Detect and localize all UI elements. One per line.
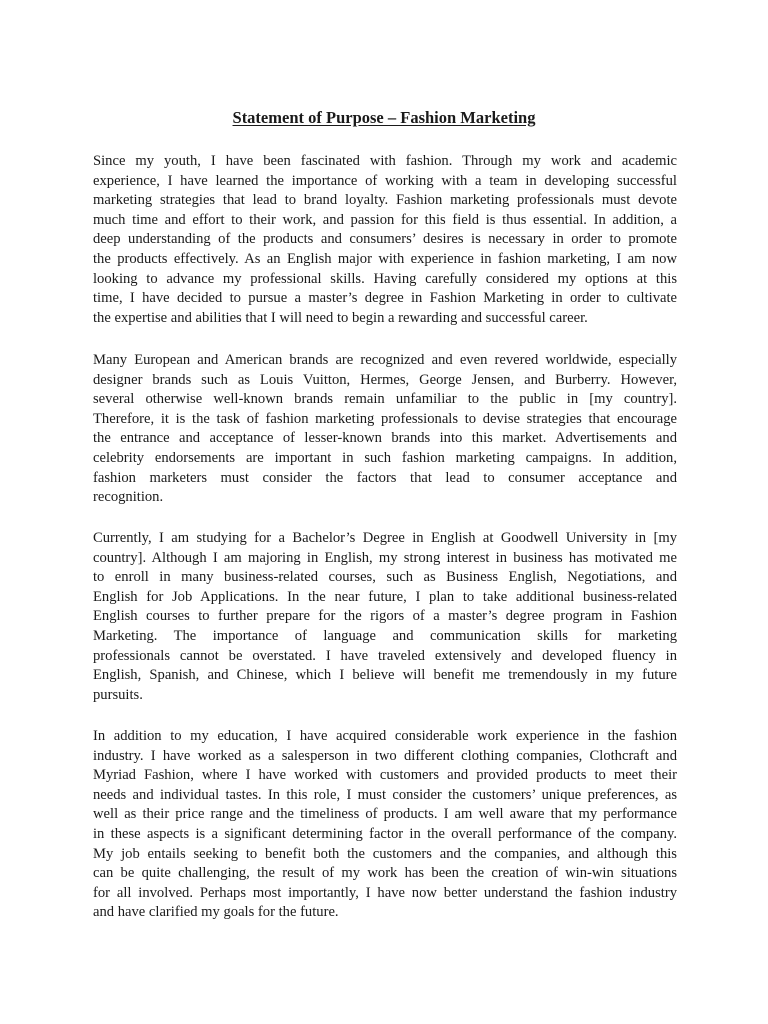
paragraph-line: needs and individual tastes. In this role, I must consider the customers’ unique preferences, as xyxy=(93,786,677,803)
paragraph-line: English courses to further prepare for the rigors of a master’s degree program in Fashion xyxy=(93,608,677,625)
paragraph-line: the expertise and abilities that I will need to begin a rewarding and successful career. xyxy=(93,309,588,326)
paragraph-line: recognition. xyxy=(93,489,164,506)
paragraph-line: looking to advance my professional skills. Having carefully considered my options at this xyxy=(93,270,677,287)
paragraph-line: and have clarified my goals for the future. xyxy=(93,904,339,921)
paragraph-line: to enroll in many business-related courses, such as Business English, Negotiations, and xyxy=(93,569,677,586)
paragraph-line: well as their price range and the timeliness of products. I am well aware that my performance xyxy=(93,806,677,823)
paragraph-line: country]. Although I am majoring in English, my strong interest in business has motivated me xyxy=(93,549,677,566)
paragraph-line: industry. I have worked as a salesperson in two different clothing companies, Clothcraft and xyxy=(93,747,677,764)
paragraph-line: time, I have decided to pursue a master’s degree in Fashion Marketing in order to cultivate xyxy=(93,290,677,307)
paragraph-line: professionals cannot be overstated. I have traveled extensively and developed fluency in xyxy=(93,647,677,664)
paragraph-line: for all involved. Perhaps most importantly, I have now better understand the fashion industry xyxy=(93,884,677,901)
paragraph-line: designer brands such as Louis Vuitton, Hermes, George Jensen, and Burberry. However, xyxy=(93,371,677,388)
paragraph-line: Marketing. The importance of language and communication skills for marketing xyxy=(93,627,677,644)
paragraph-line: My job entails seeking to benefit both the customers and the companies, and although this xyxy=(93,845,677,862)
paragraph-line: Therefore, it is the task of fashion marketing professionals to devise strategies that encourage xyxy=(93,410,677,427)
paragraph-line: Many European and American brands are recognized and even revered worldwide, especially xyxy=(93,352,677,368)
paragraph-line: English, Spanish, and Chinese, which I believe will benefit me tremendously in my future xyxy=(93,667,677,684)
paragraph-line: In addition to my education, I have acquired considerable work experience in the fashion xyxy=(93,728,677,744)
paragraph-2 xyxy=(93,351,677,508)
paragraph-line: can be quite challenging, the result of my work has been the creation of win-win situations xyxy=(93,865,677,882)
paragraph-4 xyxy=(93,727,677,923)
paragraph-line: much time and effort to their work, and passion for this field is thus essential. In addition, a xyxy=(93,211,677,228)
paragraph-line: in these aspects is a significant determining factor in the overall performance of the company. xyxy=(93,825,677,842)
document-title: Statement of Purpose – Fashion Marketing xyxy=(232,108,536,127)
paragraph-line: several otherwise well-known brands remain unfamiliar to the public in [my country]. xyxy=(93,391,677,408)
paragraph-line: pursuits. xyxy=(93,686,143,703)
paragraph-line: marketing strategies that lead to brand loyalty. Fashion marketing professionals must devote xyxy=(93,192,677,209)
paragraph-line: fashion marketers must consider the factors that lead to consumer acceptance and xyxy=(93,469,677,486)
paragraph-line: deep understanding of the products and consumers’ desires is necessary in order to promote xyxy=(93,231,677,248)
paragraph-line: the entrance and acceptance of lesser-known brands into this market. Advertisements and xyxy=(93,430,677,447)
paragraph-line: experience, I have learned the importance of working with a team in developing successful xyxy=(93,172,677,189)
paragraph-line: English for Job Applications. In the near future, I plan to take additional business-related xyxy=(93,588,677,605)
paragraph-line: Since my youth, I have been fascinated with fashion. Through my work and academic xyxy=(93,153,677,169)
paragraph-line: Myriad Fashion, where I have worked with customers and provided products to meet their xyxy=(93,767,677,784)
paragraph-3 xyxy=(93,529,677,705)
paragraph-line: celebrity endorsements are important in such fashion marketing campaigns. In addition, xyxy=(93,449,677,466)
paragraph-1 xyxy=(93,152,677,328)
paragraph-line: Currently, I am studying for a Bachelor’s Degree in English at Goodwell University in [my xyxy=(93,530,677,546)
paragraph-line: the products effectively. As an English major with experience in fashion marketing, I am now xyxy=(93,250,677,267)
